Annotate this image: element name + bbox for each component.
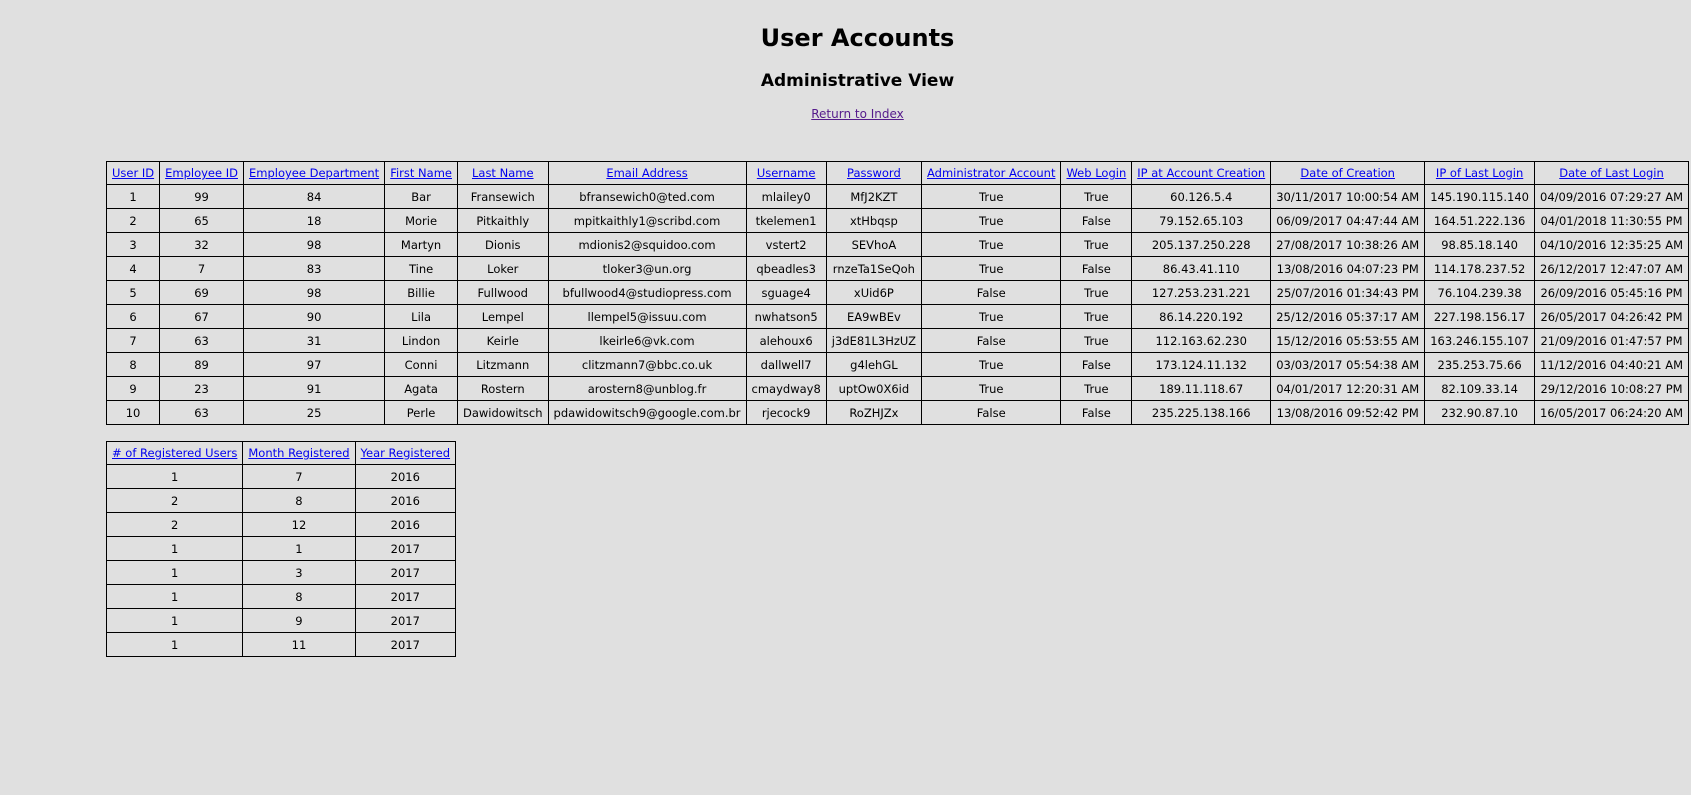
cell-email-address: bfullwood4@studiopress.com (549, 281, 747, 305)
cell-ip-at-account-creation: 86.14.220.192 (1132, 305, 1271, 329)
table-row (107, 537, 455, 561)
cell-last-name: Keirle (458, 329, 549, 353)
cell-year-registered: 2017 (356, 585, 455, 609)
sort-link-email-address[interactable]: Email Address (606, 166, 688, 180)
cell-administrator-account: True (922, 209, 1061, 233)
cell-date-of-last-login: 04/09/2016 07:29:27 AM (1535, 185, 1688, 209)
cell-employee-id: 99 (160, 185, 244, 209)
cell-first-name: Bar (385, 185, 458, 209)
column-header-date-of-last-login (1535, 162, 1688, 185)
cell-employee-id: 65 (160, 209, 244, 233)
cell-email-address: clitzmann7@bbc.co.uk (549, 353, 747, 377)
cell-user-id: 2 (107, 209, 160, 233)
sort-link-employee-department[interactable]: Employee Department (248, 166, 380, 180)
sort-link-employee-id[interactable]: Employee ID (165, 166, 238, 180)
cell-web-login: False (1061, 401, 1132, 424)
cell-user-id: 7 (107, 329, 160, 353)
cell-web-login: True (1061, 329, 1132, 353)
cell-month-registered: 7 (243, 465, 355, 489)
cell-employee-department: 91 (244, 377, 385, 401)
cell-ip-at-account-creation: 235.225.138.166 (1132, 401, 1271, 424)
cell-num-of-registered-users: 2 (107, 489, 243, 513)
cell-first-name: Morie (385, 209, 458, 233)
users-table-header-row (107, 162, 1688, 185)
cell-web-login: True (1061, 185, 1132, 209)
cell-last-name: Litzmann (458, 353, 549, 377)
cell-date-of-creation: 27/08/2017 10:38:26 AM (1271, 233, 1425, 257)
cell-password: g4lehGL (827, 353, 922, 377)
cell-username: dallwell7 (747, 353, 827, 377)
sort-link-date-of-last-login[interactable]: Date of Last Login (1559, 166, 1664, 180)
cell-month-registered: 8 (243, 489, 355, 513)
cell-last-name: Fullwood (458, 281, 549, 305)
sort-link-password[interactable]: Password (847, 166, 901, 180)
cell-user-id: 6 (107, 305, 160, 329)
cell-employee-department: 31 (244, 329, 385, 353)
cell-password: j3dE81L3HzUZ (827, 329, 922, 353)
cell-ip-of-last-login: 227.198.156.17 (1425, 305, 1535, 329)
table-row (107, 465, 455, 489)
cell-last-name: Rostern (458, 377, 549, 401)
table-row (107, 561, 455, 585)
cell-employee-department: 97 (244, 353, 385, 377)
column-header-username (747, 162, 827, 185)
cell-web-login: True (1061, 305, 1132, 329)
cell-date-of-last-login: 16/05/2017 06:24:20 AM (1540, 405, 1684, 420)
cell-password: SEVhoA (827, 233, 922, 257)
cell-last-name: Fransewich (458, 185, 549, 209)
cell-user-id: 10 (107, 401, 160, 424)
cell-employee-id: 63 (160, 329, 244, 353)
cell-first-name: Conni (385, 353, 458, 377)
cell-year-registered: 2017 (390, 637, 420, 652)
table-row (107, 257, 1688, 281)
cell-employee-department: 84 (244, 185, 385, 209)
cell-employee-id: 7 (160, 257, 244, 281)
table-row (107, 513, 455, 537)
cell-ip-of-last-login: 98.85.18.140 (1425, 233, 1535, 257)
cell-administrator-account: True (922, 185, 1061, 209)
cell-ip-of-last-login: 82.109.33.14 (1425, 377, 1535, 401)
cell-web-login: False (1061, 353, 1132, 377)
cell-email-address: llempel5@issuu.com (549, 305, 747, 329)
cell-username: nwhatson5 (747, 305, 827, 329)
sort-link-ip-at-account-creation[interactable]: IP at Account Creation (1137, 166, 1266, 180)
column-header-num-of-registered-users (107, 442, 243, 465)
table-row (107, 401, 1688, 424)
cell-user-id: 9 (107, 377, 160, 401)
cell-last-name: Loker (458, 257, 549, 281)
sort-link-num-of-registered-users[interactable]: # of Registered Users (112, 446, 238, 460)
cell-password: RoZHJZx (827, 401, 922, 424)
cell-employee-id: 32 (160, 233, 244, 257)
table-row (107, 489, 455, 513)
column-header-web-login (1061, 162, 1132, 185)
cell-administrator-account: False (922, 401, 1061, 424)
cell-first-name: Agata (385, 377, 458, 401)
cell-ip-at-account-creation: 173.124.11.132 (1132, 353, 1271, 377)
cell-username: mlailey0 (747, 185, 827, 209)
cell-date-of-last-login: 04/01/2018 11:30:55 PM (1535, 209, 1688, 233)
cell-date-of-creation: 30/11/2017 10:00:54 AM (1271, 185, 1425, 209)
sort-link-username[interactable]: Username (756, 166, 816, 180)
registrations-table (106, 441, 456, 657)
cell-num-of-registered-users: 1 (107, 465, 243, 489)
cell-administrator-account: False (922, 281, 1061, 305)
cell-first-name: Perle (385, 401, 458, 424)
table-row (107, 233, 1688, 257)
cell-date-of-creation: 25/12/2016 05:37:17 AM (1271, 305, 1425, 329)
cell-month-registered: 3 (243, 561, 355, 585)
cell-employee-department: 18 (244, 209, 385, 233)
return-link-container (0, 107, 1691, 121)
cell-employee-id: 23 (160, 377, 244, 401)
cell-date-of-last-login: 29/12/2016 10:08:27 PM (1535, 377, 1688, 401)
table-row (107, 585, 455, 609)
cell-ip-at-account-creation: 60.126.5.4 (1132, 185, 1271, 209)
cell-username: rjecock9 (747, 401, 827, 424)
column-header-administrator-account (922, 162, 1061, 185)
cell-password: uptOw0X6id (827, 377, 922, 401)
cell-ip-of-last-login: 163.246.155.107 (1425, 329, 1535, 353)
sort-link-date-of-creation[interactable]: Date of Creation (1300, 166, 1395, 180)
cell-administrator-account: True (922, 353, 1061, 377)
column-header-password (827, 162, 922, 185)
cell-ip-of-last-login: 164.51.222.136 (1425, 209, 1535, 233)
cell-web-login: False (1061, 209, 1132, 233)
sort-link-month-registered[interactable]: Month Registered (248, 446, 350, 460)
cell-last-name: Dawidowitsch (458, 401, 549, 424)
column-header-year-registered (356, 442, 455, 465)
cell-num-of-registered-users: 1 (107, 633, 243, 656)
sort-link-user-id[interactable]: User ID (112, 166, 155, 180)
cell-first-name: Tine (385, 257, 458, 281)
cell-ip-of-last-login: 114.178.237.52 (1425, 257, 1535, 281)
column-header-first-name (385, 162, 458, 185)
cell-last-name: Pitkaithly (458, 209, 549, 233)
cell-administrator-account: True (922, 257, 1061, 281)
cell-month-registered: 12 (243, 513, 355, 537)
cell-num-of-registered-users: 1 (107, 585, 243, 609)
cell-user-id: 3 (107, 233, 160, 257)
cell-email-address: tloker3@un.org (549, 257, 747, 281)
cell-administrator-account: True (922, 305, 1061, 329)
column-header-month-registered (243, 442, 355, 465)
table-row (107, 609, 455, 633)
cell-ip-of-last-login: 145.190.115.140 (1425, 185, 1535, 209)
column-header-employee-department (244, 162, 385, 185)
cell-web-login: True (1061, 377, 1132, 401)
column-header-ip-at-account-creation (1132, 162, 1271, 185)
cell-password: rnzeTa1SeQoh (827, 257, 922, 281)
cell-employee-department: 98 (244, 281, 385, 305)
cell-date-of-last-login: 26/12/2017 12:47:07 AM (1535, 257, 1688, 281)
sort-link-web-login[interactable]: Web Login (1066, 166, 1127, 180)
cell-administrator-account: False (922, 329, 1061, 353)
cell-date-of-creation: 15/12/2016 05:53:55 AM (1271, 329, 1425, 353)
cell-year-registered: 2017 (356, 537, 455, 561)
cell-employee-id: 69 (160, 281, 244, 305)
page-subtitle: Administrative View (760, 71, 955, 91)
cell-ip-at-account-creation: 205.137.250.228 (1132, 233, 1271, 257)
sort-link-last-name[interactable]: Last Name (471, 166, 534, 180)
sort-link-first-name[interactable]: First Name (390, 166, 452, 180)
cell-email-address: arostern8@unblog.fr (549, 377, 747, 401)
column-header-email-address (549, 162, 747, 185)
registrations-table-header-row (107, 442, 455, 465)
table-row (107, 185, 1688, 209)
cell-num-of-registered-users: 1 (107, 537, 243, 561)
cell-ip-at-account-creation: 79.152.65.103 (1132, 209, 1271, 233)
cell-password: MfJ2KZT (827, 185, 922, 209)
cell-email-address: mpitkaithly1@scribd.com (549, 209, 747, 233)
users-table (106, 161, 1689, 425)
cell-date-of-creation: 25/07/2016 01:34:43 PM (1271, 281, 1425, 305)
cell-username: sguage4 (747, 281, 827, 305)
users-table-body (107, 185, 1688, 424)
cell-month-registered: 8 (243, 585, 355, 609)
cell-date-of-last-login: 26/09/2016 05:45:16 PM (1535, 281, 1688, 305)
return-to-index-link[interactable]: Return to Index (811, 107, 904, 121)
cell-email-address: bfransewich0@ted.com (549, 185, 747, 209)
cell-username: tkelemen1 (747, 209, 827, 233)
cell-date-of-last-login: 04/10/2016 12:35:25 AM (1535, 233, 1688, 257)
column-header-user-id (107, 162, 160, 185)
cell-employee-id: 89 (160, 353, 244, 377)
cell-password: EA9wBEv (827, 305, 922, 329)
cell-num-of-registered-users: 1 (107, 561, 243, 585)
cell-month-registered: 9 (243, 609, 355, 633)
cell-employee-department: 25 (244, 401, 385, 424)
cell-year-registered: 2016 (356, 513, 455, 537)
cell-ip-at-account-creation: 127.253.231.221 (1132, 281, 1271, 305)
column-header-date-of-creation (1271, 162, 1425, 185)
cell-date-of-creation: 06/09/2017 04:47:44 AM (1271, 209, 1425, 233)
cell-year-registered: 2017 (356, 609, 455, 633)
cell-username: alehoux6 (747, 329, 827, 353)
cell-email-address: lkeirle6@vk.com (549, 329, 747, 353)
table-row (107, 281, 1688, 305)
cell-password: xtHbqsp (827, 209, 922, 233)
cell-ip-at-account-creation: 189.11.118.67 (1132, 377, 1271, 401)
cell-ip-of-last-login: 235.253.75.66 (1425, 353, 1535, 377)
cell-first-name: Lindon (385, 329, 458, 353)
cell-date-of-creation: 13/08/2016 04:07:23 PM (1271, 257, 1425, 281)
page-title: User Accounts (760, 24, 955, 52)
cell-date-of-creation: 04/01/2017 12:20:31 AM (1271, 377, 1425, 401)
cell-num-of-registered-users: 1 (107, 609, 243, 633)
cell-employee-department: 90 (244, 305, 385, 329)
cell-ip-at-account-creation: 86.43.41.110 (1132, 257, 1271, 281)
cell-username: vstert2 (747, 233, 827, 257)
table-row (107, 353, 1688, 377)
cell-employee-department: 83 (244, 257, 385, 281)
cell-ip-at-account-creation: 112.163.62.230 (1132, 329, 1271, 353)
cell-user-id: 1 (107, 185, 160, 209)
cell-password: xUid6P (827, 281, 922, 305)
cell-year-registered: 2017 (356, 561, 455, 585)
cell-ip-of-last-login: 76.104.239.38 (1425, 281, 1535, 305)
cell-year-registered: 2016 (356, 465, 455, 489)
cell-year-registered: 2016 (356, 489, 455, 513)
cell-first-name: Lila (385, 305, 458, 329)
cell-web-login: True (1061, 281, 1132, 305)
cell-employee-department: 98 (244, 233, 385, 257)
cell-date-of-creation: 03/03/2017 05:54:38 AM (1271, 353, 1425, 377)
cell-email-address: pdawidowitsch9@google.com.br (549, 401, 747, 424)
cell-date-of-last-login: 26/05/2017 04:26:42 PM (1535, 305, 1688, 329)
registrations-table-body (107, 465, 455, 656)
cell-email-address: mdionis2@squidoo.com (549, 233, 747, 257)
sort-link-administrator-account[interactable]: Administrator Account (927, 166, 1056, 180)
column-header-last-name (458, 162, 549, 185)
column-header-employee-id (160, 162, 244, 185)
cell-date-of-last-login: 21/09/2016 01:47:57 PM (1535, 329, 1688, 353)
cell-user-id: 5 (107, 281, 160, 305)
cell-username: qbeadles3 (747, 257, 827, 281)
sort-link-year-registered[interactable]: Year Registered (360, 446, 451, 460)
cell-ip-of-last-login: 232.90.87.10 (1425, 401, 1535, 424)
cell-web-login: False (1061, 257, 1132, 281)
cell-administrator-account: True (922, 377, 1061, 401)
table-row (107, 329, 1688, 353)
cell-date-of-creation: 13/08/2016 09:52:42 PM (1271, 401, 1425, 424)
cell-web-login: True (1061, 233, 1132, 257)
cell-employee-id: 67 (160, 305, 244, 329)
table-row (107, 209, 1688, 233)
cell-first-name: Martyn (385, 233, 458, 257)
cell-num-of-registered-users: 2 (107, 513, 243, 537)
cell-username: cmaydway8 (747, 377, 827, 401)
cell-month-registered: 1 (243, 537, 355, 561)
cell-last-name: Dionis (458, 233, 549, 257)
cell-employee-id: 63 (160, 401, 244, 424)
cell-user-id: 4 (107, 257, 160, 281)
table-row (107, 305, 1688, 329)
table-row (107, 377, 1688, 401)
sort-link-ip-of-last-login[interactable]: IP of Last Login (1435, 166, 1524, 180)
cell-user-id: 8 (107, 353, 160, 377)
cell-administrator-account: True (922, 233, 1061, 257)
table-row (107, 633, 455, 656)
cell-last-name: Lempel (458, 305, 549, 329)
cell-date-of-last-login: 11/12/2016 04:40:21 AM (1535, 353, 1688, 377)
cell-first-name: Billie (385, 281, 458, 305)
column-header-ip-of-last-login (1425, 162, 1535, 185)
cell-month-registered: 11 (243, 633, 355, 656)
